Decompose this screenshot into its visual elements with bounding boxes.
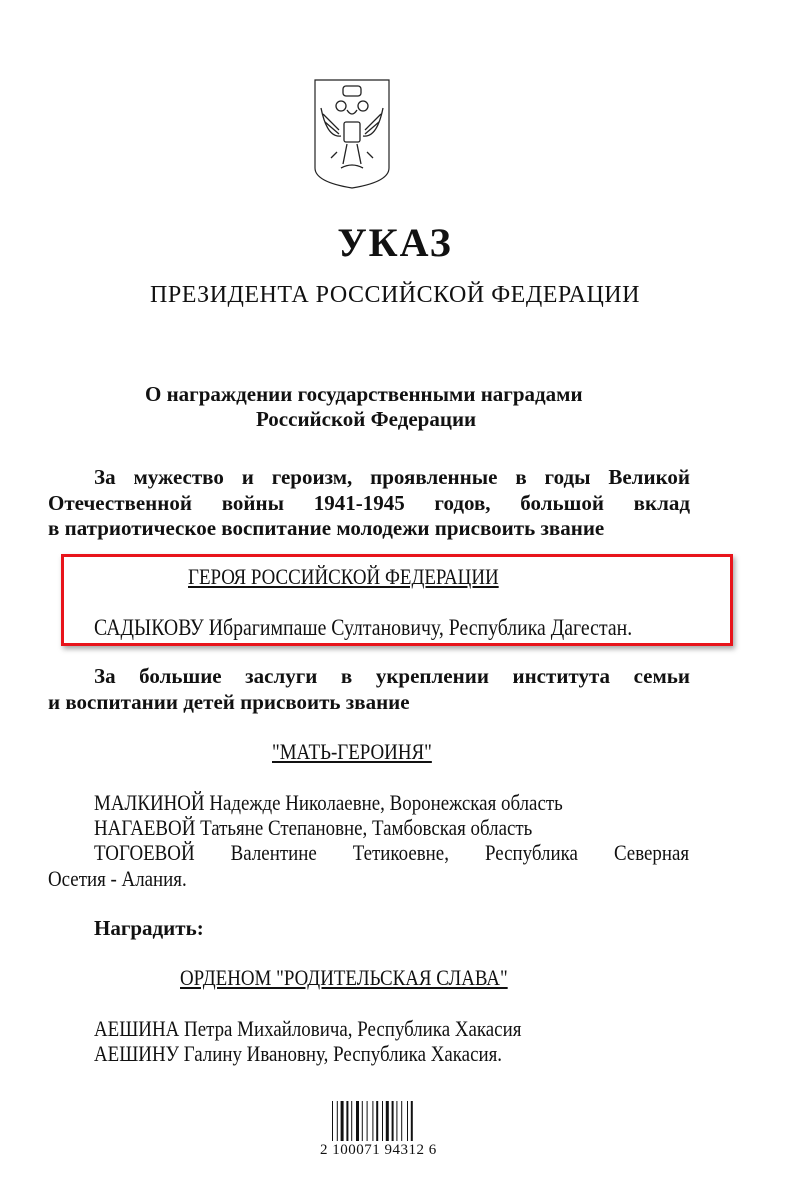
section1-intro-line-2: Отечественной войны 1941-1945 годов, большой вклад: [48, 491, 690, 515]
award-title-hero: ГЕРОЯ РОССИЙСКОЙ ФЕДЕРАЦИИ: [188, 564, 499, 589]
barcode-number: 2 100071 94312 6: [320, 1142, 437, 1158]
section1-intro-line-3: в патриотическое воспитание молодежи присвоить звание: [48, 516, 605, 540]
heading-line-1: О награждении государственными наградами: [145, 382, 583, 406]
recipient-togoeva: ТОГОЕВОЙ Валентине Тетикоевне, Республика Северная: [94, 840, 690, 865]
decree-subtitle: ПРЕЗИДЕНТА РОССИЙСКОЙ ФЕДЕРАЦИИ: [150, 282, 640, 308]
recipient-malkina: МАЛКИНОЙ Надежде Николаевне, Воронежская область: [94, 790, 563, 815]
recipient-sadykov: САДЫКОВУ Ибрагимпаше Султановичу, Республика Дагестан.: [94, 615, 633, 640]
recipient-nagaeva: НАГАЕВОЙ Татьяне Степановне, Тамбовская область: [94, 815, 533, 840]
recipient-togoeva-cont: Осетия - Алания.: [48, 866, 187, 891]
decree-title: УКАЗ: [337, 220, 453, 265]
recipient-aeshin: АЕШИНА Петра Михайловича, Республика Хакасия: [94, 1016, 522, 1041]
award-title-mother-heroine: "МАТЬ-ГЕРОИНЯ": [272, 739, 432, 764]
section1-intro-line-1: За мужество и героизм, проявленные в годы Великой: [94, 465, 690, 489]
award-title-parental-glory: ОРДЕНОМ "РОДИТЕЛЬСКАЯ СЛАВА": [180, 965, 508, 990]
section2-intro-line-2: и воспитании детей присвоить звание: [48, 690, 410, 714]
section3-intro: Наградить:: [94, 916, 204, 940]
heading-line-2: Российской Федерации: [256, 407, 477, 431]
section2-intro-line-1: За большие заслуги в укреплении института семьи: [94, 664, 690, 688]
recipient-aeshina: АЕШИНУ Галину Ивановну, Республика Хакасия.: [94, 1041, 503, 1066]
coat-of-arms-emblem: [313, 78, 391, 190]
